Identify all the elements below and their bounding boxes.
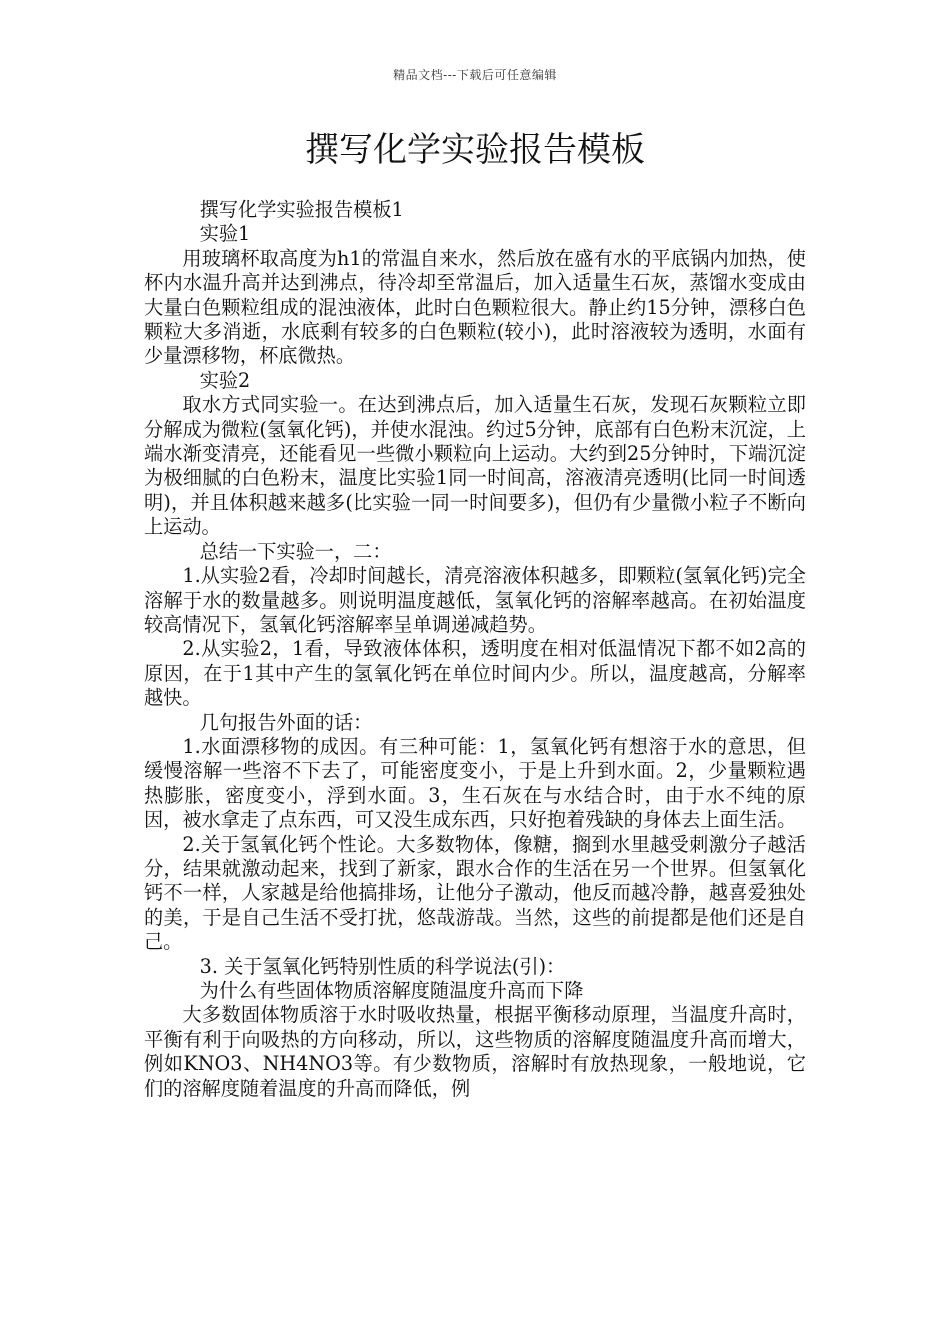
document-body <box>144 198 806 1101</box>
body-paragraph: 大多数固体物质溶于水时吸收热量，根据平衡移动原理，当温度升高时，平衡有利于向吸热的方向移动，所以，这些物质的溶解度随温度升高而增大，例如KNO3、NH4NO3等。有少数物质，溶解时有放热现象，一般地说，它们的溶解度随着温度的升高而降低，例 <box>144 1003 806 1100</box>
section-heading: 实验1 <box>199 222 251 246</box>
body-paragraph: 取水方式同实验一。在达到沸点后，加入适量生石灰，发现石灰颗粒立即分解成为微粒(氢氧化钙)，并使水混浊。约过5分钟，底部有白色粉末沉淀，上端水渐变清亮，还能看见一些微小颗粒向上运动。大约到25分钟时，下端沉淀为极细腻的白色粉末，温度比实验1同一时间高，溶液清亮透明(比同一时间透明)，并且体积越来越多(比实验一同一时间要多)，但仍有少量微小粒子不断向上运动。 <box>144 393 806 539</box>
section-heading: 为什么有些固体物质溶解度随温度升高而下降 <box>199 979 584 1002</box>
section-heading: 3. 关于氢氧化钙特别性质的科学说法(引)： <box>199 954 566 978</box>
body-paragraph: 2.关于氢氧化钙个性论。大多数物体，像糖，搁到水里越受刺激分子越活分，结果就激动起来，找到了新家，跟水合作的生活在另一个世界。但氢氧化钙不一样，人家越是给他搞排场，让他分子激动，他反而越冷静，越喜爱独处的美，于是自己生活不受打扰，悠哉游哉。当然，这些的前提都是他们还是自己。 <box>144 832 806 954</box>
section-heading: 撰写化学实验报告模板1 <box>199 198 404 221</box>
section-heading: 总结一下实验一，二： <box>199 539 392 563</box>
section-heading: 实验2 <box>199 368 251 392</box>
section-heading: 几句报告外面的话： <box>199 710 373 734</box>
body-paragraph: 2.从实验2，1看，导致液体体积，透明度在相对低温情况下都不如2高的原因，在于1其中产生的氢氧化钙在单位时间内少。所以，温度越高，分解率越快。 <box>144 637 806 710</box>
body-paragraph: 1.水面漂移物的成因。有三种可能：1，氢氧化钙有想溶于水的意思，但缓慢溶解一些溶不下去了，可能密度变小，于是上升到水面。2，少量颗粒遇热膨胀，密度变小，浮到水面。3，生石灰在与水结合时，由于水不纯的原因，被水拿走了点东西，可又没生成东西，只好抱着残缺的身体去上面生活。 <box>144 734 806 832</box>
body-paragraph: 用玻璃杯取高度为h1的常温自来水，然后放在盛有水的平底锅内加热，使杯内水温升高并达到沸点，待冷却至常温后，加入适量生石灰，蒸馏水变成由大量白色颗粒组成的混浊液体，此时白色颗粒很大。静止约15分钟，漂移白色颗粒大多消逝，水底剩有较多的白色颗粒(较小)，此时溶液较为透明，水面有少量漂移物，杯底微热。 <box>144 246 806 368</box>
body-paragraph: 1.从实验2看，冷却时间越长，清亮溶液体积越多，即颗粒(氢氧化钙)完全溶解于水的数量越多。则说明温度越低，氢氧化钙的溶解率越高。在初始温度较高情况下，氢氧化钙溶解率呈单调递减趋势。 <box>144 564 806 636</box>
page-header-note: 精品文档---下载后可任意编辑 <box>393 68 557 82</box>
document-title: 撰写化学实验报告模板 <box>305 130 645 170</box>
